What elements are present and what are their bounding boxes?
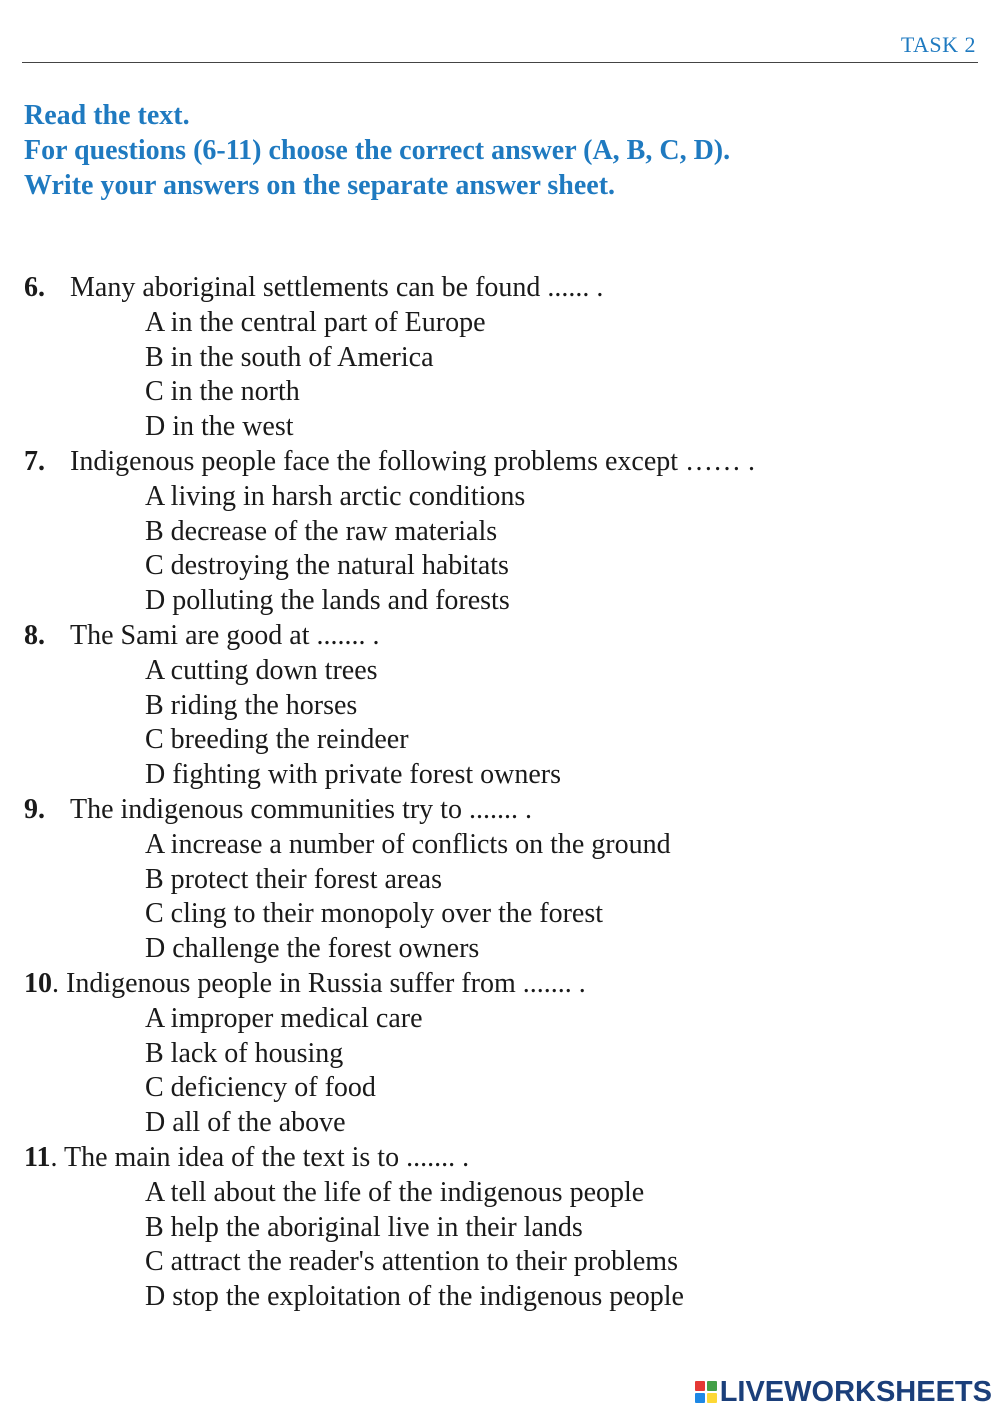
question-stem: . Indigenous people in Russia suffer from ....... . xyxy=(52,967,586,999)
option-c: C in the north xyxy=(145,376,300,408)
logo-text: LIVEWORKSHEETS xyxy=(719,1375,992,1408)
question-number: 11 xyxy=(24,1141,51,1173)
option-b: B protect their forest areas xyxy=(145,863,442,895)
option-d: D stop the exploitation of the indigenous people xyxy=(145,1281,684,1313)
option-d: D challenge the forest owners xyxy=(145,933,480,965)
option-a: A living in harsh arctic conditions xyxy=(145,480,526,512)
liveworksheets-logo[interactable] xyxy=(695,1377,992,1407)
option-c: C attract the reader's attention to their problems xyxy=(145,1246,678,1278)
question-10 xyxy=(24,967,980,1141)
question-number: 6. xyxy=(24,272,45,303)
option-b: B help the aboriginal live in their lands xyxy=(145,1211,583,1243)
option-c: C cling to their monopoly over the forest xyxy=(145,898,604,930)
question-9 xyxy=(24,793,980,967)
option-d: D in the west xyxy=(145,411,294,443)
logo-square-1 xyxy=(695,1381,705,1391)
option-c: C deficiency of food xyxy=(145,1072,376,1104)
option-a: A improper medical care xyxy=(145,1002,423,1034)
question-11 xyxy=(24,1141,980,1315)
question-number: 9. xyxy=(24,793,45,825)
task-label: TASK 2 xyxy=(900,32,976,57)
logo-square-2 xyxy=(707,1381,717,1391)
option-b: B riding the horses xyxy=(145,689,358,721)
instruction-line-3: Write your answers on the separate answer sheet. xyxy=(24,170,616,201)
question-8 xyxy=(24,619,980,793)
header-divider xyxy=(22,62,978,63)
logo-square-3 xyxy=(695,1393,705,1403)
question-stem: The Sami are good at ....... . xyxy=(70,619,380,651)
instruction-line-1: Read the text. xyxy=(24,100,190,131)
option-a: A cutting down trees xyxy=(145,654,378,686)
option-a: A tell about the life of the indigenous people xyxy=(145,1176,645,1208)
option-d: D all of the above xyxy=(145,1107,346,1139)
question-number: 10 xyxy=(24,967,52,999)
question-stem: The indigenous communities try to ....... . xyxy=(70,793,532,825)
question-list xyxy=(24,271,980,1315)
option-b: B decrease of the raw materials xyxy=(145,515,498,547)
logo-square-4 xyxy=(707,1393,717,1403)
question-7 xyxy=(24,445,980,619)
question-stem: Indigenous people face the following problems except …… . xyxy=(70,445,756,477)
liveworksheets-grid-icon xyxy=(695,1381,717,1403)
option-c: C destroying the natural habitats xyxy=(145,550,509,582)
question-stem: Many aboriginal settlements can be found ...... . xyxy=(70,272,604,303)
question-number: 8. xyxy=(24,619,45,651)
option-c: C breeding the reindeer xyxy=(145,724,409,756)
instructions xyxy=(24,98,730,203)
option-d: D polluting the lands and forests xyxy=(145,585,510,617)
option-b: B lack of housing xyxy=(145,1037,344,1069)
option-b: B in the south of America xyxy=(145,341,434,373)
question-number: 7. xyxy=(24,445,45,477)
option-d: D fighting with private forest owners xyxy=(145,759,562,791)
instruction-line-2: For questions (6-11) choose the correct answer (A, B, C, D). xyxy=(24,135,731,166)
question-stem: . The main idea of the text is to ....... . xyxy=(50,1141,470,1173)
option-a: A increase a number of conflicts on the ground xyxy=(145,828,671,860)
question-6 xyxy=(24,271,980,445)
option-a: A in the central part of Europe xyxy=(145,306,486,338)
